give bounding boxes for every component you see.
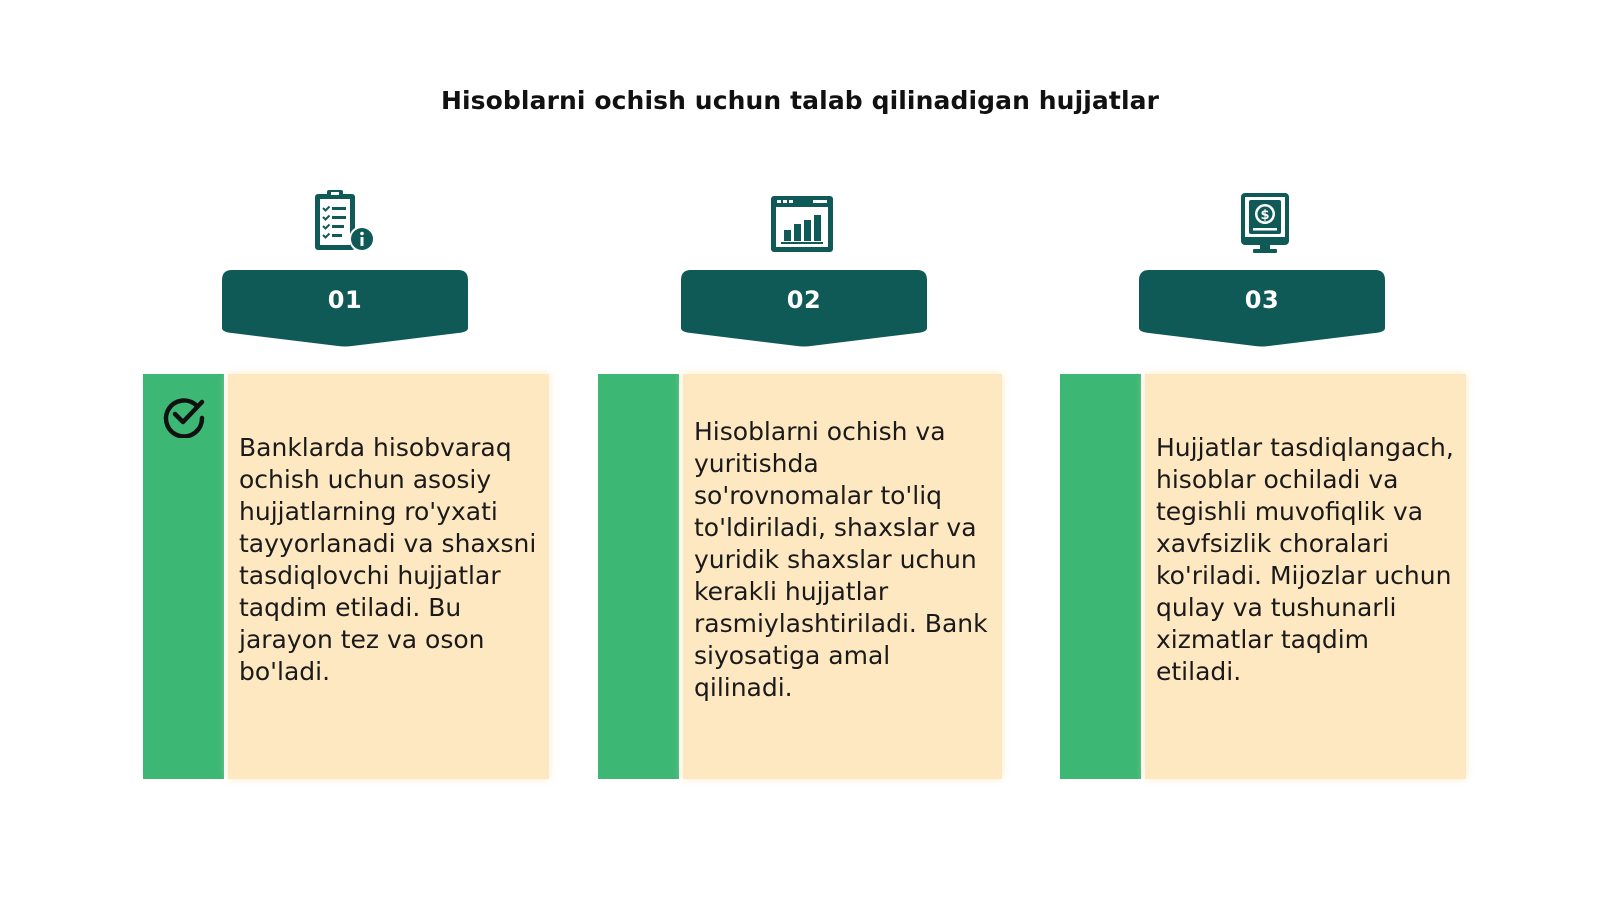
step-badge-02 xyxy=(681,270,927,354)
card-accent-bar xyxy=(143,374,224,779)
card-accent-bar xyxy=(1060,374,1141,779)
step-number: 01 xyxy=(327,286,363,314)
page-title: Hisoblarni ochish uchun talab qilinadigan hujjatlar xyxy=(440,86,1160,115)
step-card-01 xyxy=(143,374,549,779)
card-description: Hisoblarni ochish va yuritishda so'rovnomalar to'liq to'ldiriladi, shaxslar va yuridik shaxslar uchun kerakli hujjatlar rasmiylashtiriladi. Bank siyosatiga amal qilinadi. xyxy=(694,417,988,702)
card-description: Banklarda hisobvaraq ochish uchun asosiy hujjatlarning ro'yxati tayyorlanadi va shaxsni tasdiqlovchi hujjatlar taqdim etiladi. Bu jarayon tez va oson bo'ladi. xyxy=(239,433,537,686)
step-card-03 xyxy=(1060,374,1466,779)
bar-chart-window-icon xyxy=(769,190,835,256)
step-card-02 xyxy=(598,374,1004,779)
step-badge-01 xyxy=(222,270,468,354)
svg-text:$: $ xyxy=(1260,208,1270,223)
check-circle-icon xyxy=(161,392,207,438)
card-accent-bar xyxy=(598,374,679,779)
step-number: 03 xyxy=(1244,286,1280,314)
card-description: Hujjatlar tasdiqlangach, hisoblar ochiladi va tegishli muvofiqlik va xavfsizlik choralari ko'riladi. Mijozlar uchun qulay va tushunarli xizmatlar taqdim etiladi. xyxy=(1156,433,1454,686)
step-number: 02 xyxy=(786,286,822,314)
step-badge-03 xyxy=(1139,270,1385,354)
clipboard-checklist-info-icon xyxy=(312,188,378,254)
dollar-monitor-icon xyxy=(1232,190,1298,256)
